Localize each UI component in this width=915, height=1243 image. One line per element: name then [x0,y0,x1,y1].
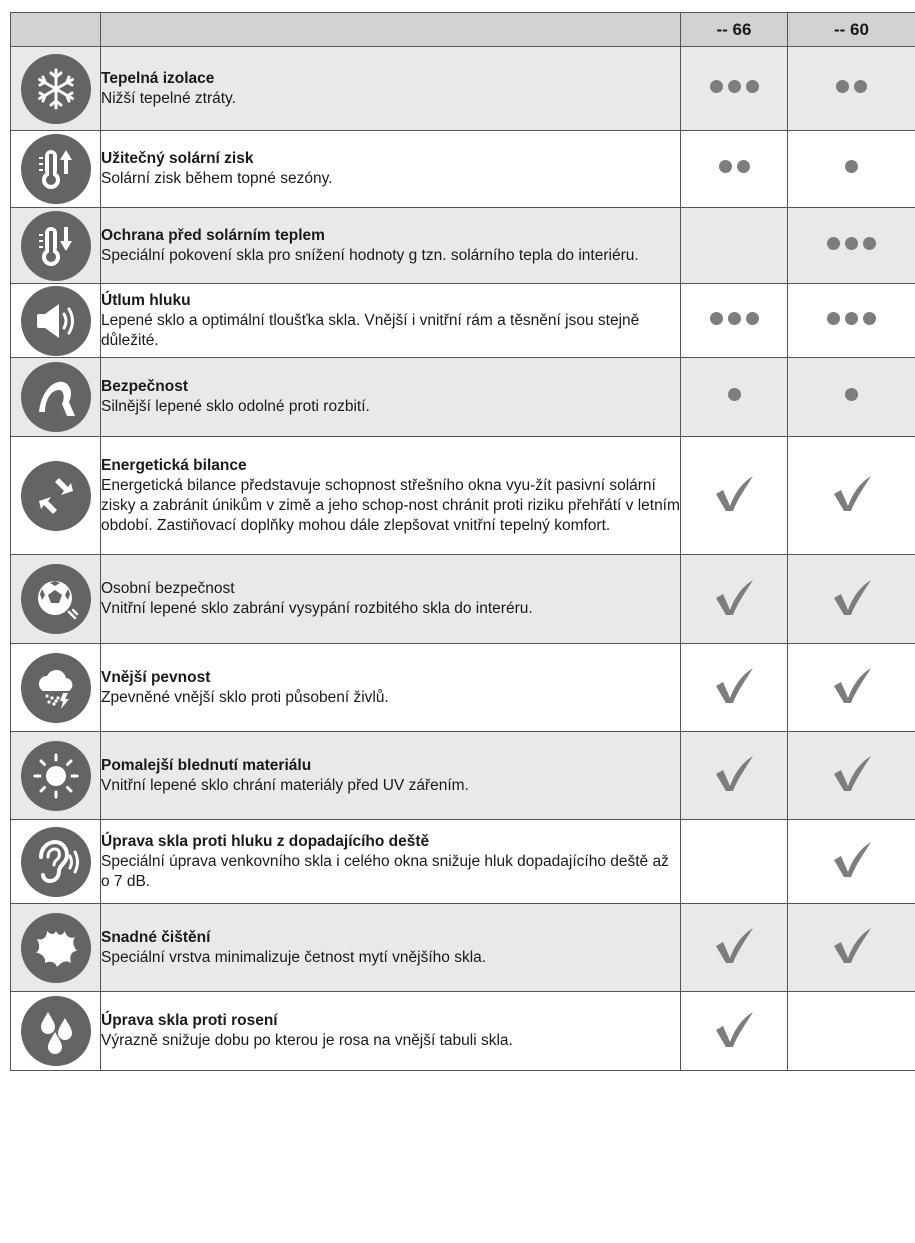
column-header-66: -- 66 [681,13,788,47]
feature-icon-cell [11,208,101,284]
feature-title: Užitečný solární zisk [101,150,254,167]
column-header-60: -- 60 [788,13,915,47]
drops-icon [21,996,91,1066]
feature-title: Ochrana před solárním teplem [101,226,325,244]
rating-60-row-6 [788,555,915,644]
feature-row [11,732,915,820]
feature-icon-cell [11,555,101,644]
feature-text-cell [101,555,681,644]
rating-dot [845,312,858,325]
rating-60-row-1 [788,131,915,208]
feature-description: Nižší tepelné ztráty. [101,89,236,107]
speaker-icon [21,286,91,356]
rating-dots [836,80,867,93]
check-icon [831,781,873,798]
check-icon [713,1037,755,1054]
feature-text-cell [101,644,681,732]
rating-dots [827,237,876,250]
rating-66-row-8 [681,732,788,820]
rating-dot [827,312,840,325]
rating-dot [845,160,858,173]
feature-row [11,644,915,732]
feature-title: Vnější pevnost [101,668,211,686]
rating-60-row-5 [788,437,915,555]
feature-row [11,208,915,284]
feature-description: Vnitřní lepené sklo chrání materiály před UV zářením. [101,776,469,794]
rating-66-row-6 [681,555,788,644]
rating-66-row-7 [681,644,788,732]
rating-60-row-10 [788,904,915,992]
header-icon-cell [11,13,101,47]
rating-dot [863,312,876,325]
rating-60-row-2 [788,208,915,284]
thermometer-down-icon [21,211,91,281]
weather-icon [21,653,91,723]
check-icon [713,501,755,518]
feature-text-cell [101,358,681,437]
safety-hook-icon [21,362,91,432]
rating-dot [719,160,732,173]
rating-dot [728,312,741,325]
feature-icon-cell [11,904,101,992]
feature-row [11,437,915,555]
feature-description: Lepené sklo a optimální tloušťka skla. Vnější i vnitřní rám a těsnění jsou stejně důležité. [101,311,640,349]
rating-dot [710,312,723,325]
check-icon [713,605,755,622]
rating-66-row-1 [681,131,788,208]
rating-60-row-8 [788,732,915,820]
check-icon [831,953,873,970]
ear-icon [21,827,91,897]
check-icon [831,605,873,622]
feature-title: Pomalejší blednutí materiálu [101,756,312,774]
feature-title: Úprava skla proti hluku z dopadajícího deště [101,832,430,850]
sun-icon [21,741,91,811]
rating-dot [737,160,750,173]
feature-title: Energetická bilance [101,456,247,474]
feature-text-cell [101,904,681,992]
feature-row [11,131,915,208]
check-icon [831,867,873,884]
snowflake-icon [21,54,91,124]
check-icon [713,953,755,970]
feature-icon-cell [11,732,101,820]
rating-dots [845,388,858,401]
rating-66-row-3 [681,284,788,358]
splash-icon [21,913,91,983]
rating-60-row-7 [788,644,915,732]
feature-text-cell [101,732,681,820]
feature-text-cell [101,131,681,208]
feature-description: Zpevněné vnější sklo proti působení živlů. [101,688,389,706]
rating-dot [746,80,759,93]
header-feature-cell [101,13,681,47]
rating-60-row-9 [788,820,915,904]
rating-dots [827,312,876,325]
feature-title: Úprava skla proti rosení [101,1012,278,1029]
feature-title: Osobní bezpečnost [101,580,235,597]
feature-title: Útlum hluku [101,291,191,309]
rating-dot [845,237,858,250]
rating-dot [854,80,867,93]
feature-description: Vnitřní lepené sklo zabrání vysypání rozbitého skla do interéru. [101,600,533,617]
feature-row [11,555,915,644]
rating-dots [719,160,750,173]
check-icon [831,693,873,710]
header-row [11,13,915,47]
rating-dot [728,388,741,401]
feature-description: Energetická bilance představuje schopnost střešního okna vyu-žít pasivní solární zisky a zabránit únikům v zimě a jeho schop-nost chránit proti riziku přehřátí v letním období. Zastiňovací doplňky mohou dále zlepšovat vnitřní tepelný komfort. [101,476,680,534]
feature-row [11,904,915,992]
rating-dot [728,80,741,93]
feature-description: Výrazně snižuje dobu po kterou je rosa na vnější tabuli skla. [101,1032,513,1049]
feature-row [11,820,915,904]
feature-text-cell [101,992,681,1071]
feature-row [11,358,915,437]
feature-icon-cell [11,437,101,555]
feature-description: Silnější lepené sklo odolné proti rozbití. [101,398,370,415]
feature-text-cell [101,820,681,904]
feature-description: Speciální pokovení skla pro snížení hodnoty g tzn. solárního tepla do interiéru. [101,246,639,264]
rating-dot [710,80,723,93]
rating-dot [863,237,876,250]
rating-66-row-9 [681,820,788,904]
rating-dot [845,388,858,401]
feature-title: Snadné čištění [101,928,211,946]
rating-60-row-3 [788,284,915,358]
feature-row [11,47,915,131]
feature-icon-cell [11,820,101,904]
feature-text-cell [101,284,681,358]
rating-dots [710,312,759,325]
feature-icon-cell [11,358,101,437]
feature-row [11,284,915,358]
feature-description: Solární zisk během topné sezóny. [101,170,333,187]
feature-icon-cell [11,992,101,1071]
feature-icon-cell [11,131,101,208]
rating-66-row-0 [681,47,788,131]
feature-text-cell [101,47,681,131]
feature-description: Speciální úprava venkovního skla i celého okna snižuje hluk dopadajícího deště až o 7 dB. [101,852,669,890]
rating-dots [845,160,858,173]
thermometer-up-icon [21,134,91,204]
rating-66-row-5 [681,437,788,555]
feature-text-cell [101,437,681,555]
check-icon [713,693,755,710]
feature-icon-cell [11,47,101,131]
check-icon [713,781,755,798]
comparison-table [10,12,915,1071]
energy-arrows-icon [21,461,91,531]
rating-66-row-4 [681,358,788,437]
feature-text-cell [101,208,681,284]
rating-60-row-4 [788,358,915,437]
rating-dots [710,80,759,93]
feature-description: Speciální vrstva minimalizuje četnost mytí vnějšího skla. [101,948,487,966]
rating-66-row-2 [681,208,788,284]
feature-title: Tepelná izolace [101,69,215,87]
rating-66-row-11 [681,992,788,1071]
feature-icon-cell [11,644,101,732]
rating-66-row-10 [681,904,788,992]
feature-icon-cell [11,284,101,358]
rating-dot [836,80,849,93]
feature-title: Bezpečnost [101,378,188,395]
ball-icon [21,564,91,634]
check-icon [831,501,873,518]
rating-dot [746,312,759,325]
rating-60-row-0 [788,47,915,131]
feature-row [11,992,915,1071]
rating-dot [827,237,840,250]
rating-60-row-11 [788,992,915,1071]
rating-dots [728,388,741,401]
